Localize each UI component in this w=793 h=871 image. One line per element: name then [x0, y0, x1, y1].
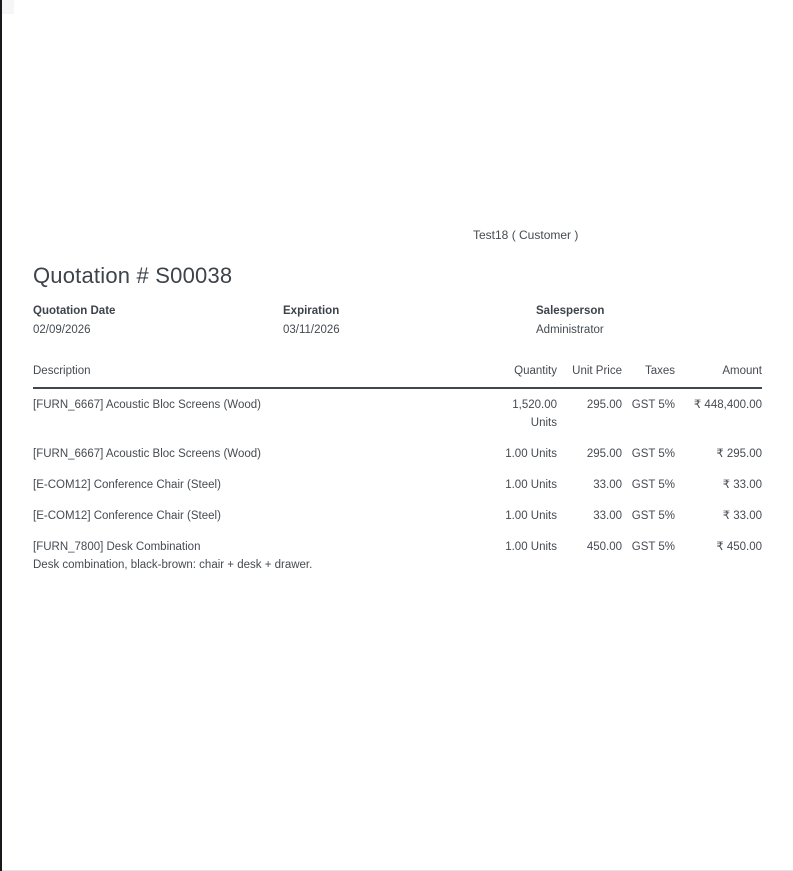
cell-taxes: GST 5% — [631, 541, 675, 553]
cell-amount: ₹ 33.00 — [722, 510, 762, 522]
table-row — [33, 388, 762, 438]
cell-unit-price: 295.00 — [586, 399, 622, 411]
col-header-taxes: Taxes — [622, 362, 675, 388]
col-header-description: Description — [33, 362, 485, 388]
col-header-amount: Amount — [675, 362, 762, 388]
info-quotation-date — [33, 302, 115, 339]
table-header-row — [33, 362, 762, 388]
cell-amount: ₹ 448,400.00 — [693, 399, 762, 411]
page-left-border — [0, 0, 2, 871]
info-expiration — [283, 302, 340, 339]
cell-description: [FURN_6667] Acoustic Bloc Screens (Wood) — [33, 448, 261, 460]
cell-taxes: GST 5% — [631, 448, 675, 460]
cell-quantity: 1.00 Units — [505, 448, 557, 460]
product-note: Desk combination, black-brown: chair + desk + drawer. — [33, 559, 313, 571]
quotation-date-value: 02/09/2026 — [33, 324, 91, 336]
cell-quantity: 1,520.00 Units — [512, 399, 557, 429]
cell-amount: ₹ 450.00 — [716, 541, 762, 553]
cell-taxes: GST 5% — [631, 399, 675, 411]
cell-taxes: GST 5% — [631, 479, 675, 491]
cell-unit-price: 33.00 — [593, 479, 622, 491]
quotation-date-label: Quotation Date — [33, 305, 116, 317]
expiration-label: Expiration — [283, 305, 340, 317]
expiration-value: 03/11/2026 — [283, 324, 340, 336]
col-header-quantity: Quantity — [485, 362, 557, 388]
cell-amount: ₹ 295.00 — [716, 448, 762, 460]
cell-description — [33, 531, 485, 580]
cell-description: [FURN_6667] Acoustic Bloc Screens (Wood) — [33, 399, 261, 411]
table-row — [33, 469, 762, 500]
info-row — [33, 302, 762, 342]
table-row — [33, 531, 762, 580]
cell-description: [E-COM12] Conference Chair (Steel) — [33, 510, 221, 522]
order-lines-table — [33, 362, 762, 580]
cell-amount: ₹ 33.00 — [722, 479, 762, 491]
cell-quantity: 1.00 Units — [505, 510, 557, 522]
cell-unit-price: 450.00 — [586, 541, 622, 553]
table-row — [33, 438, 762, 469]
col-header-unit-price: Unit Price — [557, 362, 622, 388]
info-salesperson — [536, 302, 604, 339]
cell-description: [E-COM12] Conference Chair (Steel) — [33, 479, 221, 491]
quotation-title: Quotation # S00038 — [33, 263, 233, 288]
cell-taxes: GST 5% — [631, 510, 675, 522]
top-left-corner-artifact — [2, 0, 14, 14]
cell-unit-price: 33.00 — [593, 510, 622, 522]
salesperson-value: Administrator — [536, 324, 604, 336]
table-row — [33, 500, 762, 531]
cell-quantity: 1.00 Units — [505, 479, 557, 491]
cell-unit-price: 295.00 — [586, 448, 622, 460]
salesperson-label: Salesperson — [536, 305, 605, 317]
product-name: [FURN_7800] Desk Combination — [33, 541, 201, 553]
cell-quantity: 1.00 Units — [505, 541, 557, 553]
customer-name: Test18 ( Customer ) — [473, 228, 579, 242]
